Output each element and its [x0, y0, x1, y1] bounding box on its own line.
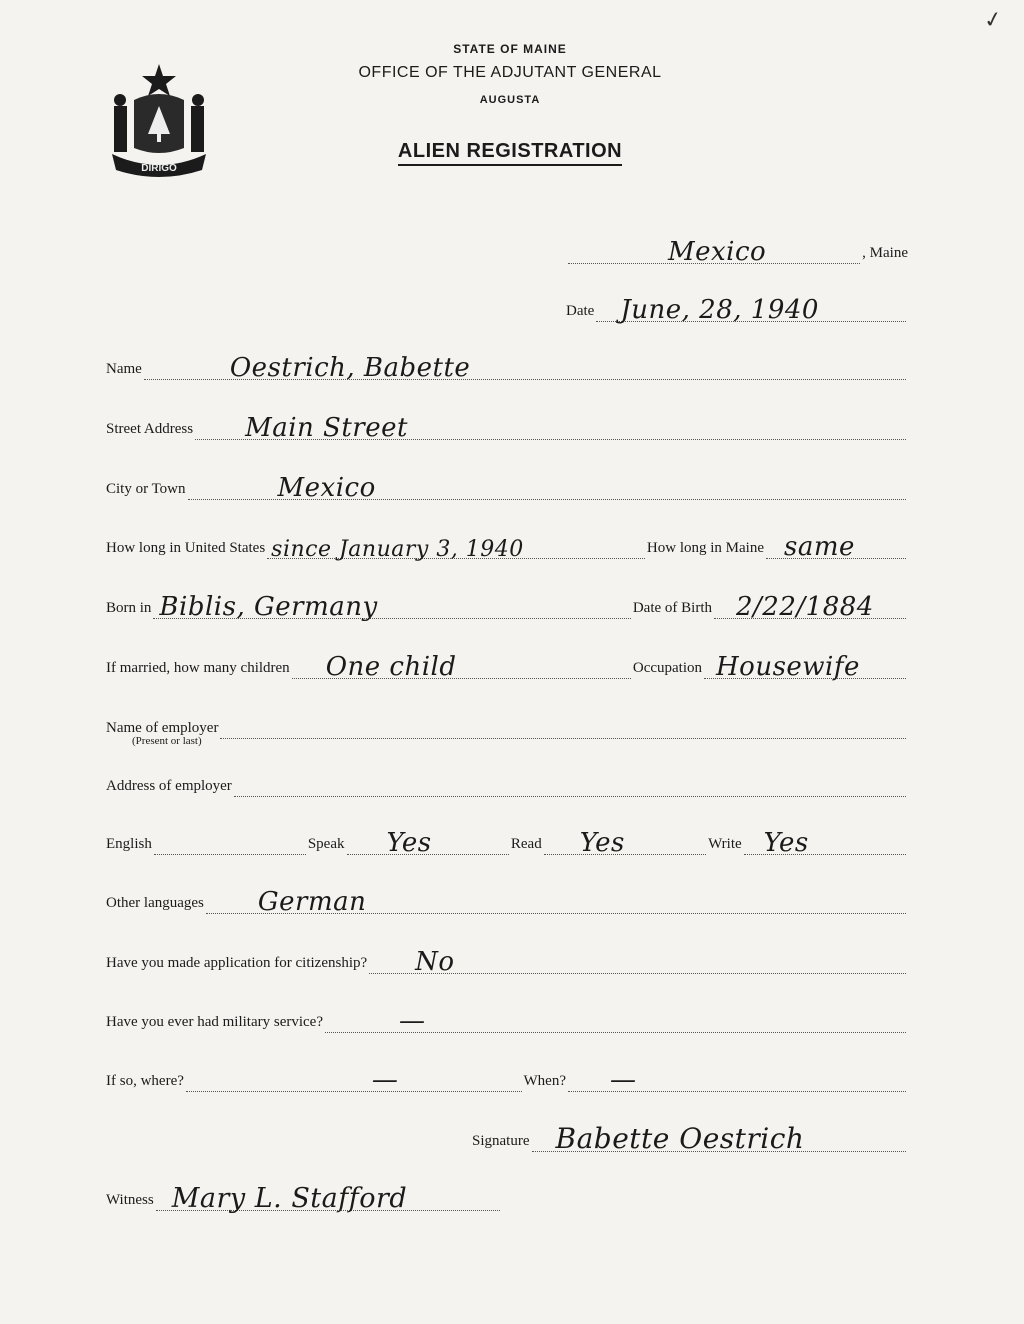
when-field[interactable]: —: [568, 1057, 906, 1092]
how-long-us-label: How long in United States: [106, 540, 266, 556]
born-in-field[interactable]: Biblis, Germany: [153, 584, 630, 619]
born-row: [106, 583, 908, 622]
header-city: AUGUSTA: [479, 94, 541, 106]
children-label: If married, how many children: [106, 660, 290, 676]
employer-address-field[interactable]: [234, 762, 906, 797]
dob-label: Date of Birth: [632, 600, 712, 616]
date-label: Date: [566, 303, 595, 319]
children-row: [106, 643, 908, 682]
name-label: Name: [106, 361, 142, 377]
how-long-maine-field[interactable]: same: [766, 524, 906, 559]
other-languages-field[interactable]: German: [206, 879, 906, 914]
born-in-label: Born in: [106, 600, 152, 616]
signature-label: Signature: [472, 1133, 530, 1149]
children-field[interactable]: One child: [292, 644, 631, 679]
employer-sub-label: (Present or last): [132, 735, 202, 747]
speak-label: Speak: [307, 836, 345, 852]
military-field[interactable]: —: [325, 998, 906, 1033]
header-office: OFFICE OF THE ADJUTANT GENERAL: [358, 64, 662, 81]
read-field[interactable]: Yes: [544, 820, 706, 855]
speak-field[interactable]: Yes: [347, 820, 509, 855]
read-label: Read: [510, 836, 542, 852]
english-row: [106, 819, 908, 858]
where-when-row: [106, 1056, 908, 1095]
write-field[interactable]: Yes: [744, 820, 906, 855]
street-label: Street Address: [106, 421, 194, 437]
employer-label: Name of employer: [106, 720, 219, 736]
where-field[interactable]: —: [186, 1057, 522, 1092]
city-field[interactable]: Mexico: [188, 465, 906, 500]
occupation-field[interactable]: Housewife: [704, 644, 906, 679]
name-field[interactable]: Oestrich, Babette: [144, 345, 906, 380]
english-spacer: [154, 820, 306, 855]
occupation-label: Occupation: [632, 660, 702, 676]
town-field[interactable]: Mexico: [568, 229, 860, 264]
citizenship-field[interactable]: No: [369, 939, 906, 974]
name-row: [106, 344, 908, 383]
street-field[interactable]: Main Street: [195, 405, 906, 440]
date-field[interactable]: June, 28, 1940: [596, 287, 906, 322]
signature-field[interactable]: Babette Oestrich: [532, 1117, 907, 1152]
how-long-maine-label: How long in Maine: [646, 540, 764, 556]
signature-row: [472, 1116, 908, 1155]
when-label: When?: [523, 1073, 566, 1089]
employer-address-row: [106, 761, 908, 797]
citizenship-label: Have you made application for citizenship?: [106, 955, 368, 971]
employer-row: [106, 703, 908, 739]
english-label: English: [106, 836, 152, 852]
form-title: ALIEN REGISTRATION: [300, 140, 720, 163]
employer-field[interactable]: [220, 704, 906, 739]
how-long-row: [106, 523, 908, 562]
employer-address-label: Address of employer: [106, 778, 232, 794]
header-state: STATE OF MAINE: [453, 42, 567, 56]
check-mark: ✓: [981, 6, 1005, 35]
street-row: [106, 404, 908, 443]
city-row: [106, 464, 908, 503]
state-seal-icon: [104, 60, 214, 182]
date-row: [566, 286, 908, 325]
write-label: Write: [708, 836, 742, 852]
military-label: Have you ever had military service?: [106, 1014, 323, 1030]
witness-field[interactable]: Mary L. Stafford: [156, 1176, 500, 1211]
how-long-us-field[interactable]: since January 3, 1940: [267, 524, 645, 559]
witness-label: Witness: [106, 1192, 154, 1208]
city-label: City or Town: [106, 481, 186, 497]
military-row: [106, 997, 908, 1036]
other-languages-row: [106, 878, 908, 917]
witness-row: [106, 1175, 502, 1214]
seal-motto: DIRIGO: [141, 163, 177, 174]
where-label: If so, where?: [106, 1073, 184, 1089]
town-row: Mexico , Maine: [566, 228, 908, 264]
other-languages-label: Other languages: [106, 895, 204, 911]
dob-field[interactable]: 2/22/1884: [714, 584, 906, 619]
citizenship-row: [106, 938, 908, 977]
